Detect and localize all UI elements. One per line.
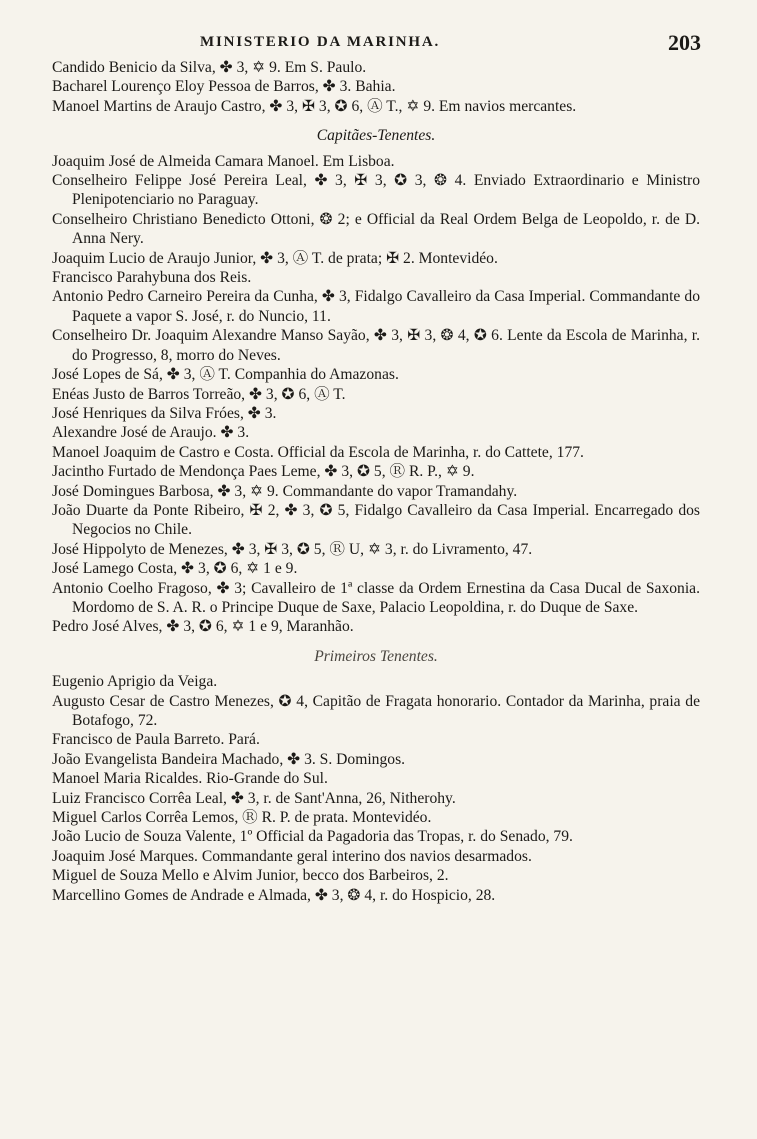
entry: Conselheiro Christiano Benedicto Ottoni, ❂ 2; e Official da Real Ordem Belga de Leopoldo, r. de D. Anna Nery. (52, 210, 700, 248)
entry: José Henriques da Silva Fróes, ✤ 3. (52, 404, 277, 422)
entry: Conselheiro Dr. Joaquim Alexandre Manso Sayão, ✤ 3, ✠ 3, ❂ 4, ✪ 6. Lente da Escola de Marinha, r. do Progresso, 8, morro do Neves. (52, 327, 700, 364)
entry: Pedro José Alves, ✤ 3, ✪ 6, ✡ 1 e 9, Maranhão. (52, 618, 354, 636)
entry: Marcellino Gomes de Andrade e Almada, ✤ 3, ❂ 4, r. do Hospicio, 28. (52, 886, 496, 904)
entry: Jacintho Furtado de Mendonça Paes Leme, ✤ 3, ✪ 5, Ⓡ R. P., ✡ 9. (52, 463, 475, 481)
entry: Miguel Carlos Corrêa Lemos, Ⓡ R. P. de prata. Montevidéo. (52, 809, 432, 827)
entry: Augusto Cesar de Castro Menezes, ✪ 4, Capitão de Fragata honorario. Contador da Marinha, praia de Botafogo, 72. (52, 692, 700, 729)
entry: Francisco de Paula Barreto. Pará. (52, 731, 260, 749)
entry: Antonio Pedro Carneiro Pereira da Cunha, ✤ 3, Fidalgo Cavalleiro da Casa Imperial. Commandante do Paquete a vapor S. José, r. do Nuncio, 11. (52, 288, 700, 325)
entry: Miguel de Souza Mello e Alvim Junior, becco dos Barbeiros, 2. (52, 867, 449, 885)
entry: Alexandre José de Araujo. ✤ 3. (52, 424, 250, 442)
entry: João Evangelista Bandeira Machado, ✤ 3. S. Domingos. (52, 750, 406, 768)
running-title: MINISTERIO DA MARINHA. (200, 34, 441, 50)
entry: Conselheiro Felippe José Pereira Leal, ✤ 3, ✠ 3, ✪ 3, ❂ 4. Enviado Extraordinario e Ministro Plenipotenciario no Paraguay. (52, 172, 700, 209)
entry: Joaquim Lucio de Araujo Junior, ✤ 3, Ⓐ T. de prata; ✠ 2. Montevidéo. (52, 249, 498, 267)
entry: Manoel Maria Ricaldes. Rio-Grande do Sul. (52, 770, 328, 788)
entry: José Lamego Costa, ✤ 3, ✪ 6, ✡ 1 e 9. (52, 560, 298, 578)
entry: João Lucio de Souza Valente, 1º Official da Pagadoria das Tropas, r. do Senado, 79. (52, 828, 573, 846)
section-heading: Primeiros Tenentes. (314, 647, 438, 665)
entry: José Domingues Barbosa, ✤ 3, ✡ 9. Commandante do vapor Tramandahy. (52, 482, 518, 500)
body-text (52, 58, 700, 905)
entry: Joaquim José de Almeida Camara Manoel. Em Lisboa. (52, 152, 395, 170)
entry: Bacharel Lourenço Eloy Pessoa de Barros, ✤ 3. Bahia. (52, 78, 396, 96)
entry: Candido Benicio da Silva, ✤ 3, ✡ 9. Em S. Paulo. (52, 59, 367, 76)
section-heading: Capitães-Tenentes. (316, 127, 436, 145)
entry: José Hippolyto de Menezes, ✤ 3, ✠ 3, ✪ 5, Ⓡ U, ✡ 3, r. do Livramento, 47. (52, 540, 533, 558)
entry: Francisco Parahybuna dos Reis. (52, 269, 252, 287)
page-header (0, 30, 757, 56)
page-number: 203 (668, 30, 701, 55)
entry: Luiz Francisco Corrêa Leal, ✤ 3, r. de Sant'Anna, 26, Nitherohy. (52, 789, 456, 807)
entry: José Lopes de Sá, ✤ 3, Ⓐ T. Companhia do Amazonas. (52, 366, 399, 384)
entry: Manoel Joaquim de Castro e Costa. Official da Escola de Marinha, r. do Cattete, 177. (52, 443, 584, 461)
entry: Eugenio Aprigio da Veiga. (52, 673, 218, 691)
entry: Manoel Martins de Araujo Castro, ✤ 3, ✠ 3, ✪ 6, Ⓐ T., ✡ 9. Em navios mercantes. (52, 97, 577, 115)
entry: Joaquim José Marques. Commandante geral interino dos navios desarmados. (52, 847, 532, 865)
entry: Enéas Justo de Barros Torreão, ✤ 3, ✪ 6, Ⓐ T. (52, 385, 346, 403)
entry: Antonio Coelho Fragoso, ✤ 3; Cavalleiro de 1ª classe da Ordem Ernestina da Casa Ducal de Saxonia. Mordomo de S. A. R. o Principe Duque de Saxe, Palacio Leopoldina, r. do Duque de Saxe. (52, 579, 700, 616)
entry: João Duarte da Ponte Ribeiro, ✠ 2, ✤ 3, ✪ 5, Fidalgo Cavalleiro da Casa Imperial. Encarregado dos Negocios no Chile. (52, 501, 700, 539)
